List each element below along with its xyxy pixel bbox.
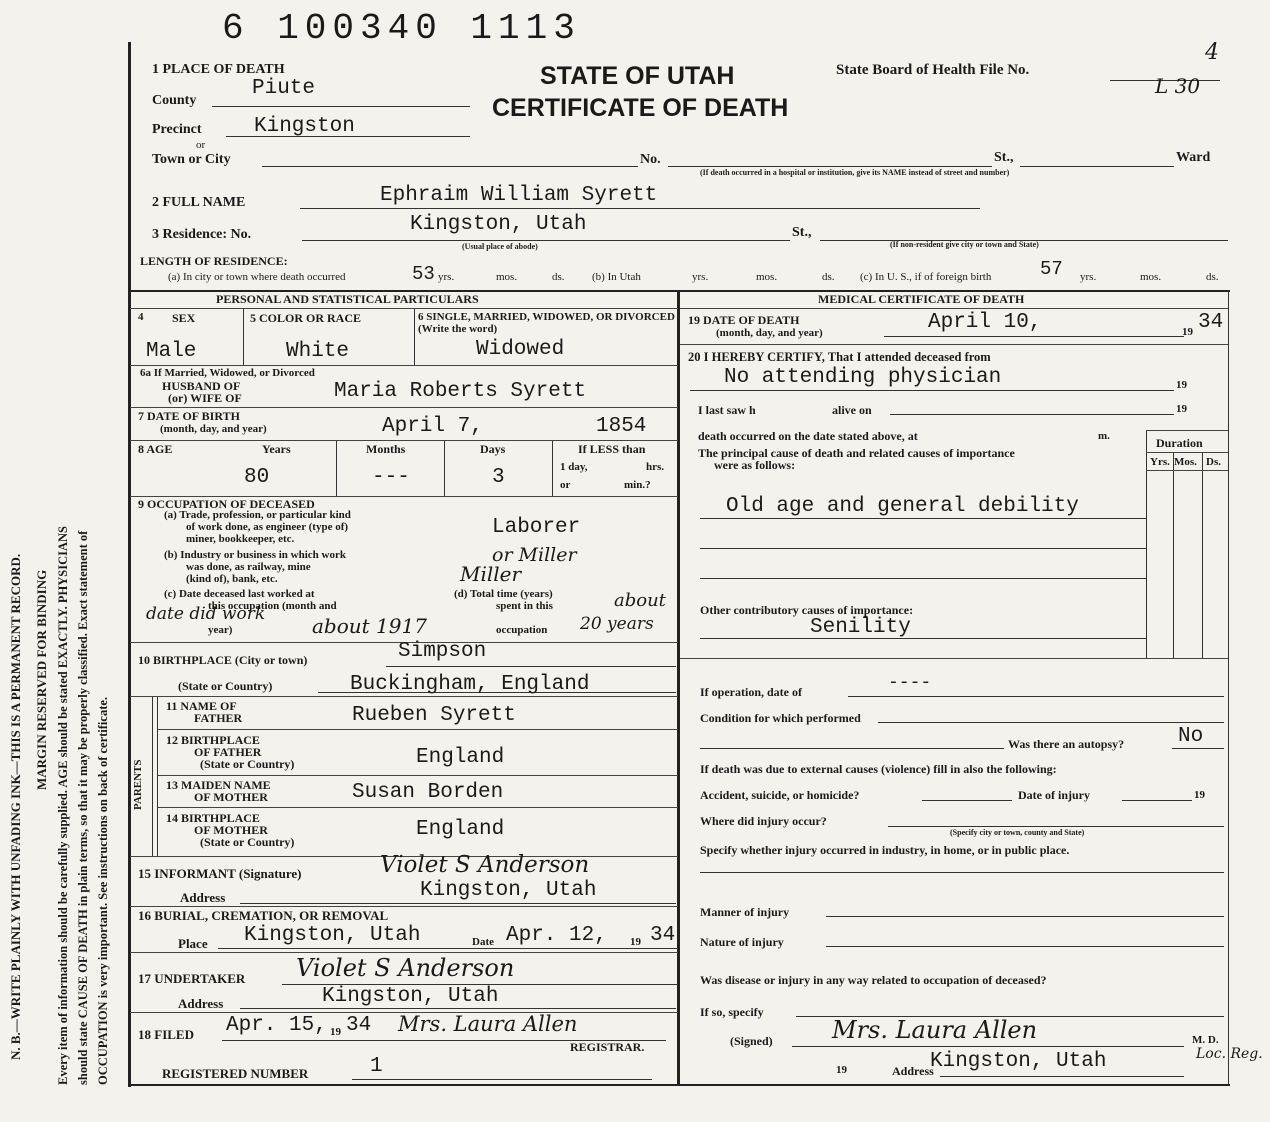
occ-b-3: (kind of), bank, etc.: [186, 573, 278, 585]
condition-label: Condition for which performed: [700, 711, 861, 725]
related-label: Was disease or injury in any way related to occupation of deceased?: [700, 973, 1047, 987]
mbirth-label-1: 14 BIRTHPLACE: [166, 811, 260, 825]
birthplace-state-label: (State or Country): [178, 679, 273, 693]
margin-instructions-3: OCCUPATION is very important. See instructions on back of certificate.: [96, 696, 110, 1085]
informant-address: Kingston, Utah: [420, 879, 597, 902]
personal-heading: PERSONAL AND STATISTICAL PARTICULARS: [216, 292, 479, 306]
years-label: Years: [262, 442, 291, 456]
length-c-ds: ds.: [1206, 271, 1219, 283]
undertaker-address: Kingston, Utah: [322, 985, 499, 1008]
attended-value: No attending physician: [724, 366, 1002, 389]
dob-value: April 7,: [382, 415, 483, 438]
color-label: 5 COLOR OR RACE: [250, 311, 362, 325]
less-label: If LESS than: [578, 442, 646, 456]
operation-value: ----: [888, 673, 932, 693]
days-label: Days: [480, 442, 506, 456]
length-c-mos: mos.: [1140, 271, 1162, 283]
margin-text-0: MARGIN RESERVED FOR BINDING: [34, 569, 49, 790]
burial-year: 34: [650, 924, 676, 947]
other-label: Other contributory causes of importance:: [700, 603, 914, 617]
registered-value: 1: [370, 1055, 383, 1078]
occupation-heading: 9 OCCUPATION OF DECEASED: [138, 497, 315, 511]
medical-address-label: Address: [892, 1064, 934, 1078]
autopsy-label: Was there an autopsy?: [1008, 737, 1125, 751]
right-border: [1228, 290, 1229, 1085]
file-number: 4: [1205, 40, 1219, 65]
undertaker-address-label: Address: [178, 996, 224, 1011]
margin-instructions-1: Every item of information should be carefully supplied. AGE should be stated EXACTLY. PHYSICIANS: [56, 526, 70, 1085]
occ-d-2: spent in this: [496, 600, 553, 612]
occurred-m: m.: [1098, 430, 1110, 442]
registered-label: REGISTERED NUMBER: [162, 1066, 309, 1081]
spouse-label-3: (or) WIFE OF: [168, 391, 242, 405]
fbirth-label-2: OF FATHER: [194, 745, 262, 759]
injury-date-label: Date of injury: [1018, 788, 1090, 802]
nonres-note: (If non-resident give city or town and State): [890, 240, 1039, 249]
dob-year: 1854: [596, 415, 647, 438]
occ-a-2: of work done, as engineer (type of): [186, 521, 349, 533]
dod-year: 34: [1198, 311, 1224, 334]
dod-prefix: 19: [1182, 326, 1193, 338]
marital-label: 6 SINGLE, MARRIED, WIDOWED, OR DIVORCED (Write the word): [418, 311, 675, 335]
last-saw-label: I last saw h: [698, 403, 756, 417]
county-label: County: [152, 93, 197, 108]
age-days: 3: [492, 466, 505, 489]
length-b-ds: ds.: [822, 271, 835, 283]
if-so-label: If so, specify: [700, 1005, 764, 1019]
dod-label-1: 19 DATE OF DEATH: [688, 313, 800, 327]
length-label: LENGTH OF RESIDENCE:: [140, 254, 288, 268]
burial-date: Apr. 12,: [506, 924, 607, 947]
months-label: Months: [366, 442, 406, 456]
document-number: 6 100340 1113: [222, 8, 581, 49]
injury-19: 19: [1194, 789, 1205, 801]
margin-text-1: N. B.—WRITE PLAINLY WITH UNFADING INK—THIS IS A PERMANENT RECORD.: [8, 553, 23, 1060]
length-b-yrs: yrs.: [692, 271, 709, 283]
occ-a-1: (a) Trade, profession, or particular kind: [164, 509, 351, 521]
less-day: 1 day,: [560, 461, 588, 473]
less-or: or: [560, 479, 571, 491]
informant-label: 15 INFORMANT (Signature): [138, 866, 302, 881]
or-label: or: [196, 139, 206, 151]
length-b-mos: mos.: [756, 271, 778, 283]
burial-date-label: Date: [472, 936, 494, 948]
occupation-d-value-2: 20 years: [580, 614, 654, 634]
burial-label: 16 BURIAL, CREMATION, OR REMOVAL: [138, 908, 389, 923]
duration-label: Duration: [1156, 436, 1203, 450]
fbirth-label-1: 12 BIRTHPLACE: [166, 733, 260, 747]
occ-d-1: (d) Total time (years): [454, 588, 553, 600]
mother-label-2: OF MOTHER: [194, 790, 268, 804]
sex-number: 4: [138, 311, 144, 323]
alive-19: 19: [1176, 403, 1187, 415]
certificate-title: CERTIFICATE OF DEATH: [492, 94, 789, 122]
occ-b-1: (b) Industry or business in which work: [164, 549, 346, 561]
birthplace-city: Simpson: [398, 640, 487, 663]
occupation-c-pre: date did work: [146, 604, 266, 624]
other-value: Senility: [810, 616, 911, 639]
file-label: State Board of Health File No.: [836, 62, 1030, 78]
length-a-mos: mos.: [496, 271, 518, 283]
bottom-border: [128, 1084, 1230, 1086]
duration-ds: Ds.: [1206, 456, 1221, 468]
fbirth-label-3: (State or Country): [200, 757, 295, 771]
father-label-2: FATHER: [194, 711, 243, 725]
ward-label: Ward: [1176, 150, 1211, 165]
manner-label: Manner of injury: [700, 905, 790, 919]
occurred-label: death occurred on the date stated above, at: [698, 429, 918, 443]
registrar-signature: Mrs. Laura Allen: [398, 1012, 578, 1036]
signed-19: 19: [836, 1064, 847, 1076]
attended-19: 19: [1176, 379, 1187, 391]
operation-label: If operation, date of: [700, 685, 802, 699]
margin-instructions-2: should state CAUSE OF DEATH in plain terms, so that it may be properly classified. Exact statement of: [76, 530, 90, 1085]
usual-note: (Usual place of abode): [462, 242, 538, 251]
father-value: Rueben Syrett: [352, 704, 516, 727]
signed-label: (Signed): [730, 1034, 773, 1048]
occupation-c-value: about 1917: [312, 614, 427, 638]
father-label-1: 11 NAME OF: [166, 699, 237, 713]
left-border: [128, 42, 131, 1087]
external-label: If death was due to external causes (violence) fill in also the following:: [700, 762, 1057, 776]
accident-label: Accident, suicide, or homicide?: [700, 788, 860, 802]
occ-c-1: (c) Date deceased last worked at: [164, 588, 315, 600]
spouse-label-1: 6a If Married, Widowed, or Divorced: [140, 367, 315, 379]
marital-value: Widowed: [476, 338, 565, 361]
filed-label: 18 FILED: [138, 1027, 194, 1042]
sex-value: Male: [146, 340, 197, 363]
mbirth-label-2: OF MOTHER: [194, 823, 268, 837]
mbirth-value: England: [416, 818, 505, 841]
town-label: Town or City: [152, 152, 231, 167]
length-a-ds: ds.: [552, 271, 565, 283]
less-min: min.?: [624, 479, 651, 491]
hospital-note: (If death occurred in a hospital or institution, give its NAME instead of street and number): [700, 168, 1010, 177]
occupation-a-value: Laborer: [492, 516, 581, 539]
precinct-label: Precinct: [152, 122, 202, 137]
mother-label-1: 13 MAIDEN NAME: [166, 778, 271, 792]
center-border: [677, 290, 680, 1085]
spouse-value: Maria Roberts Syrett: [334, 380, 587, 403]
burial-year-prefix: 19: [630, 936, 641, 948]
margin-reserved: [34, 570, 50, 790]
autopsy-value: No: [1178, 725, 1204, 748]
occ-c-3: year): [208, 624, 233, 636]
occ-a-3: miner, bookkeeper, etc.: [186, 533, 295, 545]
registrar-label: REGISTRAR.: [570, 1040, 645, 1054]
undertaker-signature: Violet S Anderson: [296, 954, 515, 982]
residence-label: 3 Residence: No.: [152, 227, 252, 242]
occupation-b-value-1: or Miller: [492, 544, 577, 566]
burial-place: Kingston, Utah: [244, 924, 421, 947]
age-months: ---: [372, 466, 410, 489]
occupation-b-value-2: Miller: [460, 562, 522, 586]
dob-label-2: (month, day, and year): [160, 423, 267, 435]
length-c-years: 57: [1040, 258, 1063, 280]
informant-address-label: Address: [180, 890, 226, 905]
duration-yrs: Yrs.: [1150, 456, 1170, 468]
margin-binding: [8, 554, 24, 1060]
st-label: St.,: [994, 150, 1014, 165]
cause-value: Old age and general debility: [726, 495, 1079, 518]
medical-address: Kingston, Utah: [930, 1050, 1107, 1073]
length-a-years: 53: [412, 263, 435, 285]
where-note: (Specify city or town, county and State): [950, 828, 1085, 837]
sex-label: SEX: [172, 311, 196, 325]
occ-d-3: occupation: [496, 624, 548, 636]
nature-label: Nature of injury: [700, 935, 784, 949]
county-value: Piute: [252, 77, 316, 100]
filed-year-prefix: 19: [330, 1026, 341, 1038]
loc-reg: Loc. Reg.: [1196, 1046, 1263, 1062]
length-a-yrs: yrs.: [438, 271, 455, 283]
certify-label: 20 I HEREBY CERTIFY, That I attended deceased from: [688, 350, 991, 364]
md-label: M. D.: [1192, 1034, 1219, 1046]
birthplace-state: Buckingham, England: [350, 673, 590, 696]
age-years: 80: [244, 466, 270, 489]
spouse-label-2: HUSBAND OF: [162, 379, 241, 393]
informant-signature: Violet S Anderson: [380, 852, 590, 878]
principal-2: were as follows:: [714, 458, 796, 472]
mother-value: Susan Borden: [352, 781, 504, 804]
birthplace-label: 10 BIRTHPLACE (City or town): [138, 653, 308, 667]
mbirth-label-3: (State or Country): [200, 835, 295, 849]
length-c-yrs: yrs.: [1080, 271, 1097, 283]
where-label: Where did injury occur?: [700, 814, 827, 828]
residence-value: Kingston, Utah: [410, 213, 587, 236]
occupation-d-value-1: about: [614, 590, 666, 611]
dod-value: April 10,: [928, 311, 1042, 334]
length-b-label: (b) In Utah: [592, 271, 641, 283]
signed-signature: Mrs. Laura Allen: [832, 1016, 1038, 1044]
dod-label-2: (month, day, and year): [716, 327, 823, 339]
less-hrs: hrs.: [646, 461, 665, 473]
filed-date: Apr. 15,: [226, 1014, 327, 1037]
place-heading: 1 PLACE OF DEATH: [152, 62, 285, 77]
file-number-2: L 30: [1155, 74, 1201, 98]
age-label: 8 AGE: [138, 442, 173, 456]
precinct-value: Kingston: [254, 115, 355, 138]
occ-b-2: was done, as railway, mine: [186, 561, 311, 573]
duration-mos: Mos.: [1174, 456, 1197, 468]
principal-1: The principal cause of death and related causes of importance: [698, 446, 1015, 460]
parents-side: PARENTS: [132, 759, 144, 810]
occ-c-2: this occupation (month and: [208, 600, 337, 612]
dob-label-1: 7 DATE OF BIRTH: [138, 409, 240, 423]
length-c-label: (c) In U. S., if of foreign birth: [860, 271, 992, 283]
specify-label: Specify whether injury occurred in industry, in home, or in public place.: [700, 843, 1070, 857]
alive-on-label: alive on: [832, 403, 872, 417]
undertaker-label: 17 UNDERTAKER: [138, 971, 246, 986]
full-name-label: 2 FULL NAME: [152, 195, 246, 210]
color-value: White: [286, 340, 350, 363]
length-a-label: (a) In city or town where death occurred: [168, 271, 346, 283]
burial-place-label: Place: [178, 936, 208, 951]
full-name-value: Ephraim William Syrett: [380, 184, 658, 207]
fbirth-value: England: [416, 746, 505, 769]
residence-st-label: St.,: [792, 225, 812, 240]
filed-year: 34: [346, 1014, 372, 1037]
no-label: No.: [640, 152, 661, 167]
state-title: STATE OF UTAH: [540, 62, 735, 90]
medical-heading: MEDICAL CERTIFICATE OF DEATH: [818, 292, 1025, 306]
